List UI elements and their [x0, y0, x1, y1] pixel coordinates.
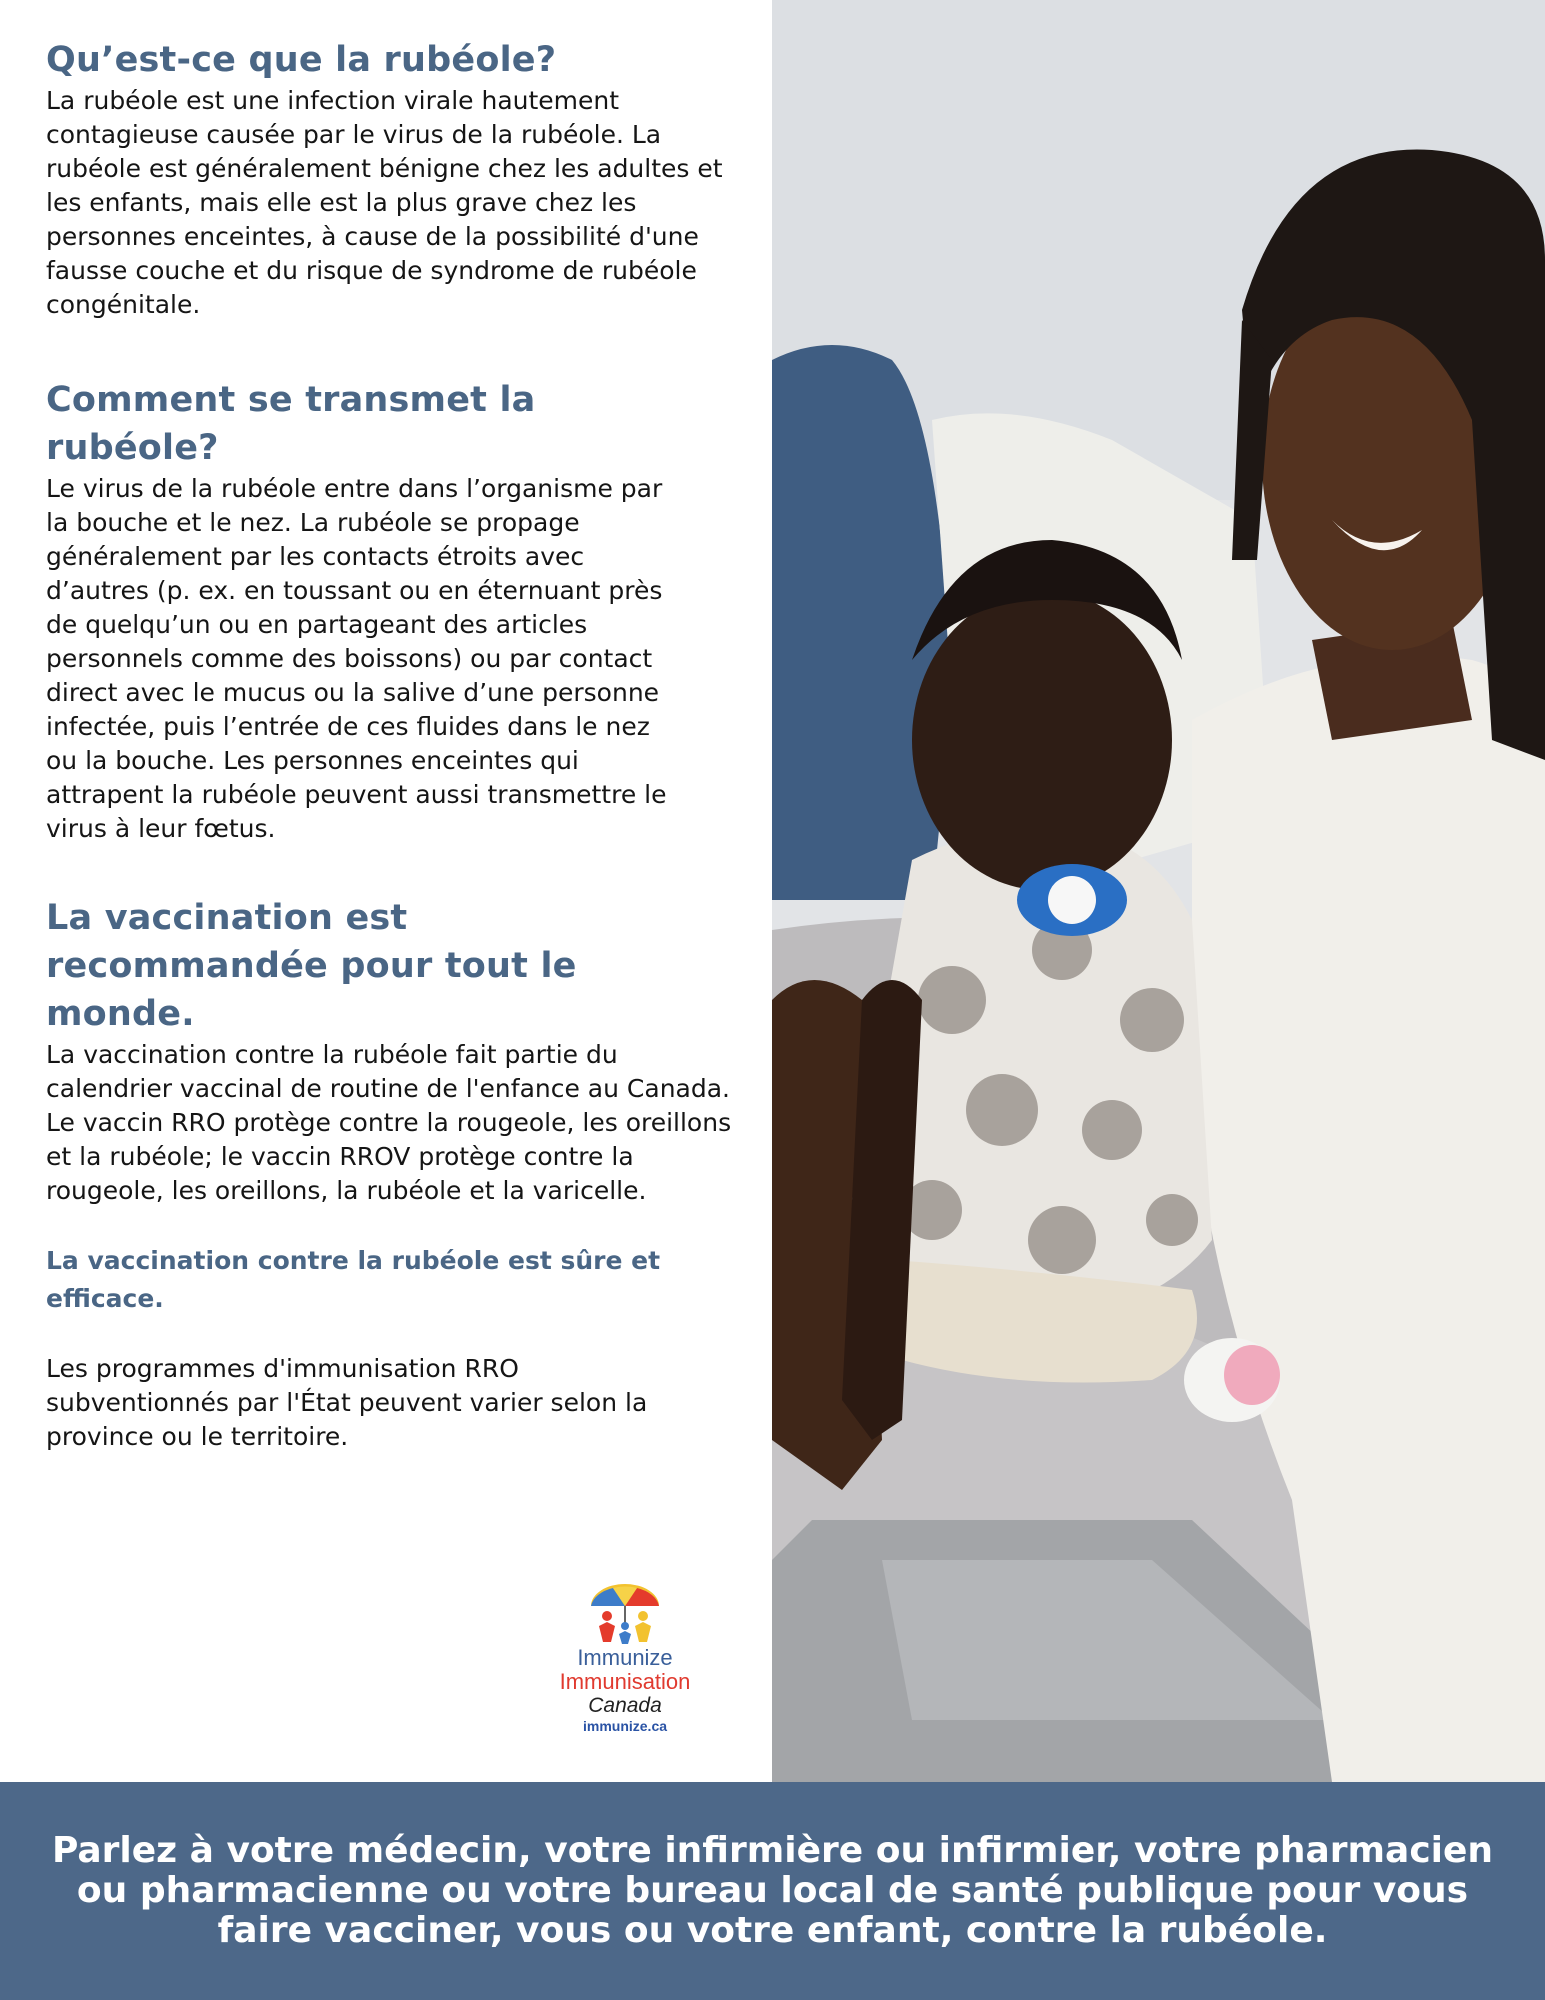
- footer-banner: [0, 1782, 1545, 2000]
- footer-call-to-action: Parlez à votre médecin, votre infirmière ou infirmier, votre pharmacien ou pharmacienne ou votre bureau local de santé publique pour vous faire vacciner, vous ou votre enfant, contre la rubéole.: [51, 1830, 1494, 1951]
- section-title-transmission: Comment se transmet la rubéole?: [46, 380, 536, 468]
- father-child-photo: [772, 0, 1545, 1782]
- logo-text-immunisation: Immunisation: [559, 1669, 691, 1694]
- text-column: [0, 0, 772, 1782]
- logo-text-canada: Canada: [588, 1694, 662, 1717]
- logo-text-immunize: Immunize: [577, 1645, 673, 1670]
- photo-illustration: [772, 0, 1545, 1782]
- section-body-vaccination: La vaccination contre la rubéole fait partie du calendrier vaccinal de routine de l'enfance au Canada. Le vaccin RRO protège contre la rougeole, les oreillons et la rubéole; le vaccin RROV protège contre la rougeole, les oreillons, la rubéole et la varicelle.: [46, 1040, 732, 1205]
- section-title-vaccination: La vaccination est recommandée pour tout le monde.: [46, 898, 577, 1034]
- logo-url: immunize.ca: [582, 1718, 668, 1734]
- umbrella-family-icon: [585, 1580, 665, 1646]
- safety-highlight: La vaccination contre la rubéole est sûre et efficace.: [46, 1246, 661, 1313]
- section-body-transmission: Le virus de la rubéole entre dans l’organisme par la bouche et le nez. La rubéole se propage généralement par les contacts étroits avec d’autres (p. ex. en toussant ou en éternuant près de quelqu’un ou en partageant des articles personnels comme des boissons) ou par contact direct avec le mucus ou la salive d’une personne infectée, puis l’entrée de ces fluides dans le nez ou la bouche. Les personnes enceintes qui attrapent la rubéole peuvent aussi transmettre le virus à leur fœtus.: [46, 474, 667, 843]
- section-title-what-is: Qu’est-ce que la rubéole?: [46, 40, 557, 80]
- immunize-canada-logo: [530, 1580, 720, 1734]
- content: [46, 36, 746, 1454]
- program-note: Les programmes d'immunisation RRO subventionnés par l'État peuvent varier selon la province ou le territoire.: [46, 1354, 648, 1451]
- section-body-what-is: La rubéole est une infection virale hautement contagieuse causée par le virus de la rubéole. La rubéole est généralement bénigne chez les adultes et les enfants, mais elle est la plus grave chez les personnes enceintes, à cause de la possibilité d'une fausse couche et du risque de syndrome de rubéole congénitale.: [46, 86, 723, 319]
